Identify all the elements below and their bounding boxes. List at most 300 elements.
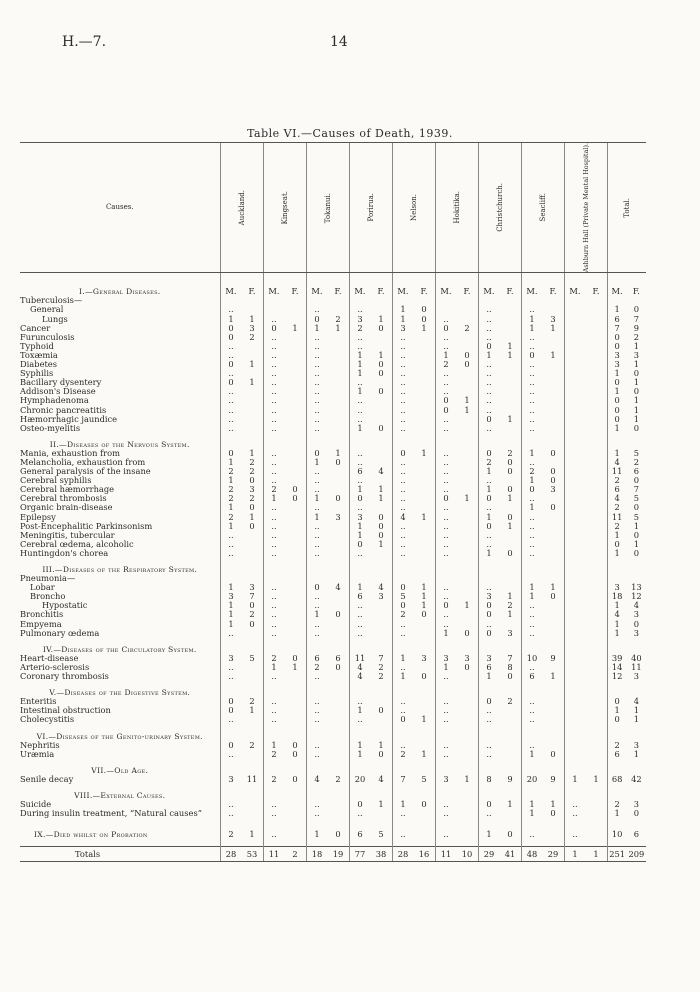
female-count bbox=[371, 549, 392, 558]
female-count bbox=[543, 387, 564, 396]
female-count bbox=[414, 549, 435, 558]
value-cell bbox=[521, 378, 564, 387]
male-count: .. bbox=[529, 600, 535, 611]
value-cell bbox=[521, 315, 564, 324]
male-count: .. bbox=[400, 493, 406, 504]
male-count: .. bbox=[314, 520, 320, 531]
female-count bbox=[457, 369, 478, 378]
female-count bbox=[414, 809, 435, 818]
male-count: 0 bbox=[486, 609, 492, 620]
female-count: 0 bbox=[507, 671, 513, 682]
male-count: .. bbox=[271, 808, 277, 819]
male-count: 1 bbox=[400, 799, 406, 810]
male-count: .. bbox=[572, 799, 578, 810]
male-count: .. bbox=[400, 547, 406, 558]
female-count bbox=[457, 476, 478, 485]
male-count: .. bbox=[314, 618, 320, 629]
female-count bbox=[414, 342, 435, 351]
male-count: 1 bbox=[614, 304, 620, 315]
male-count: .. bbox=[529, 456, 535, 467]
male-count: 1 bbox=[400, 313, 406, 324]
male-count: 1 bbox=[614, 547, 620, 558]
value-cell bbox=[435, 424, 478, 433]
female-count bbox=[285, 672, 306, 681]
value-cell bbox=[607, 522, 646, 531]
female-count bbox=[285, 610, 306, 619]
value-cell bbox=[435, 467, 478, 476]
male-count: 0 bbox=[443, 322, 449, 333]
value-cell bbox=[220, 351, 263, 360]
value-cell bbox=[349, 663, 392, 672]
male-count: .. bbox=[271, 696, 277, 707]
section-title: VI.—Diseases of the Genito-urinary System. bbox=[36, 731, 203, 741]
male-count: 4 bbox=[614, 493, 620, 504]
male-count: 0 bbox=[614, 413, 620, 424]
cause-label: Hymphadenoma bbox=[20, 396, 89, 406]
value-cell bbox=[306, 574, 349, 583]
male-count: .. bbox=[486, 313, 492, 324]
value-cell bbox=[564, 741, 607, 750]
table-title: Table VI.—Causes of Death, 1939. bbox=[247, 127, 453, 140]
value-cell bbox=[392, 406, 435, 415]
female-count bbox=[242, 549, 263, 558]
male-count: 1 bbox=[228, 520, 234, 531]
value-cell bbox=[392, 715, 435, 724]
female-count bbox=[500, 741, 521, 750]
male-count: .. bbox=[443, 529, 449, 540]
female-count: 1 bbox=[421, 447, 427, 458]
section-title: I.—General Diseases. bbox=[78, 287, 161, 297]
value-cell bbox=[306, 315, 349, 324]
male-count: 1 bbox=[614, 618, 620, 629]
female-count bbox=[285, 424, 306, 433]
value-cell bbox=[392, 601, 435, 610]
male-count: .. bbox=[271, 313, 277, 324]
value-cell bbox=[263, 654, 306, 663]
female-count: 0 bbox=[292, 652, 298, 663]
table-row bbox=[20, 333, 646, 342]
value-cell bbox=[478, 775, 521, 784]
male-count: 2 bbox=[271, 484, 277, 495]
male-count: .. bbox=[400, 705, 406, 716]
female-count: 1 bbox=[335, 447, 341, 458]
female-count bbox=[543, 697, 564, 706]
value-cell bbox=[220, 522, 263, 531]
value-cell bbox=[607, 449, 646, 458]
male-count: 2 bbox=[614, 739, 620, 750]
value-cell bbox=[607, 485, 646, 494]
male-count: 1 bbox=[357, 484, 363, 495]
female-count bbox=[285, 333, 306, 342]
value-cell bbox=[478, 476, 521, 485]
value-cell bbox=[306, 800, 349, 809]
value-cell bbox=[306, 415, 349, 424]
female-count bbox=[328, 715, 349, 724]
value-cell bbox=[607, 549, 646, 558]
value-cell bbox=[220, 830, 263, 839]
female-count: 53 bbox=[246, 848, 258, 859]
value-cell bbox=[306, 387, 349, 396]
cause-label: Addison's Disease bbox=[20, 387, 96, 397]
female-label: F. bbox=[291, 286, 299, 297]
male-count: 1 bbox=[228, 313, 234, 324]
table-row bbox=[20, 592, 646, 601]
female-count bbox=[457, 715, 478, 724]
value-cell bbox=[263, 333, 306, 342]
male-count: .. bbox=[443, 520, 449, 531]
female-count: 1 bbox=[378, 739, 384, 750]
table-row bbox=[20, 351, 646, 360]
female-count: 0 bbox=[464, 359, 470, 370]
value-cell bbox=[521, 531, 564, 540]
value-cell bbox=[521, 809, 564, 818]
value-cell bbox=[435, 620, 478, 629]
value-cell bbox=[220, 485, 263, 494]
value-cell bbox=[306, 592, 349, 601]
value-cell bbox=[306, 583, 349, 592]
value-cell bbox=[220, 663, 263, 672]
male-count: 39 bbox=[611, 652, 623, 663]
value-cell bbox=[392, 476, 435, 485]
mf-subheader bbox=[392, 287, 435, 296]
value-cell bbox=[220, 369, 263, 378]
female-count bbox=[414, 458, 435, 467]
female-count: 0 bbox=[421, 799, 427, 810]
female-count: 3 bbox=[633, 627, 640, 638]
value-cell bbox=[478, 800, 521, 809]
female-count bbox=[543, 540, 564, 549]
male-count: .. bbox=[486, 739, 492, 750]
column-header: Kingseat. bbox=[263, 143, 306, 273]
column-header: Nelson. bbox=[392, 143, 435, 273]
value-cell bbox=[349, 800, 392, 809]
male-count: 2 bbox=[529, 466, 535, 477]
male-count: 1 bbox=[314, 456, 320, 467]
value-cell bbox=[478, 715, 521, 724]
value-cell bbox=[607, 351, 646, 360]
female-count: 0 bbox=[507, 484, 513, 495]
value-cell bbox=[220, 715, 263, 724]
value-cell bbox=[220, 467, 263, 476]
female-count bbox=[500, 305, 521, 314]
female-count bbox=[371, 449, 392, 458]
value-cell bbox=[478, 449, 521, 458]
female-count bbox=[543, 360, 564, 369]
female-count: 0 bbox=[550, 447, 556, 458]
value-cell bbox=[478, 620, 521, 629]
male-count: 1 bbox=[228, 618, 234, 629]
female-count: 2 bbox=[464, 322, 470, 333]
male-count: 1 bbox=[529, 322, 535, 333]
female-count: 0 bbox=[550, 591, 556, 602]
female-count bbox=[242, 715, 263, 724]
value-cell bbox=[607, 494, 646, 503]
value-cell bbox=[564, 800, 607, 809]
male-count: 0 bbox=[614, 404, 620, 415]
mf-subheader bbox=[564, 287, 607, 296]
female-count: 3 bbox=[633, 349, 640, 360]
male-count: 1 bbox=[614, 368, 620, 379]
male-count: 0 bbox=[271, 322, 277, 333]
value-cell bbox=[478, 531, 521, 540]
female-count: 3 bbox=[464, 652, 470, 663]
female-count: 1 bbox=[249, 313, 255, 324]
value-cell bbox=[392, 775, 435, 784]
value-cell bbox=[220, 449, 263, 458]
value-cell bbox=[521, 706, 564, 715]
male-count: 251 bbox=[609, 848, 626, 859]
female-count bbox=[457, 750, 478, 759]
value-cell bbox=[263, 531, 306, 540]
value-cell bbox=[478, 494, 521, 503]
value-cell bbox=[435, 715, 478, 724]
male-count: 0 bbox=[400, 600, 406, 611]
female-label: F. bbox=[420, 286, 428, 297]
male-count: .. bbox=[271, 609, 277, 620]
value-cell bbox=[306, 741, 349, 750]
cause-label: During insulin treatment, “Natural causes” bbox=[20, 809, 202, 819]
male-count: .. bbox=[314, 395, 320, 406]
value-cell bbox=[521, 476, 564, 485]
female-count bbox=[543, 601, 564, 610]
value-cell bbox=[607, 406, 646, 415]
male-count: .. bbox=[529, 609, 535, 620]
female-count: 1 bbox=[378, 493, 384, 504]
male-count: 0 bbox=[443, 600, 449, 611]
female-count bbox=[543, 396, 564, 405]
male-count: .. bbox=[400, 331, 406, 342]
value-cell bbox=[306, 654, 349, 663]
male-count: .. bbox=[357, 609, 363, 620]
female-count bbox=[500, 715, 521, 724]
male-count: 2 bbox=[228, 493, 234, 504]
female-count bbox=[457, 800, 478, 809]
male-count: .. bbox=[529, 404, 535, 415]
male-count: 0 bbox=[486, 600, 492, 611]
female-count: 3 bbox=[550, 484, 556, 495]
male-count: .. bbox=[486, 538, 492, 549]
female-count bbox=[543, 415, 564, 424]
female-count bbox=[285, 467, 306, 476]
value-cell bbox=[521, 342, 564, 351]
value-cell bbox=[220, 583, 263, 592]
male-count: 1 bbox=[271, 739, 277, 750]
female-count bbox=[457, 583, 478, 592]
value-cell bbox=[349, 830, 392, 839]
value-cell bbox=[478, 741, 521, 750]
male-count: 0 bbox=[486, 493, 492, 504]
cause-label: Huntingdon's chorea bbox=[20, 548, 109, 558]
value-cell bbox=[263, 351, 306, 360]
value-cell bbox=[521, 369, 564, 378]
value-cell bbox=[478, 415, 521, 424]
value-cell bbox=[607, 396, 646, 405]
male-count: 3 bbox=[357, 511, 363, 522]
value-cell bbox=[220, 847, 263, 862]
value-cell bbox=[478, 351, 521, 360]
female-count: 41 bbox=[504, 848, 516, 859]
male-count: .. bbox=[400, 359, 406, 370]
value-cell bbox=[435, 494, 478, 503]
value-cell bbox=[263, 715, 306, 724]
male-count: 2 bbox=[614, 475, 620, 486]
female-count: 0 bbox=[550, 502, 556, 513]
male-count: .. bbox=[443, 340, 449, 351]
value-cell bbox=[478, 847, 521, 862]
male-count: 5 bbox=[400, 591, 406, 602]
value-cell bbox=[607, 847, 646, 862]
male-count: .. bbox=[486, 475, 492, 486]
male-count: .. bbox=[228, 404, 234, 415]
mf-subheader bbox=[220, 287, 263, 296]
male-count: .. bbox=[400, 520, 406, 531]
value-cell bbox=[607, 305, 646, 314]
female-count bbox=[457, 610, 478, 619]
male-count: 1 bbox=[357, 349, 363, 360]
male-count: 2 bbox=[614, 502, 620, 513]
male-count: 3 bbox=[228, 773, 234, 784]
male-count: .. bbox=[443, 313, 449, 324]
female-count: 4 bbox=[633, 696, 640, 707]
female-count: 0 bbox=[378, 511, 384, 522]
female-count: 5 bbox=[633, 493, 640, 504]
value-cell bbox=[521, 415, 564, 424]
value-cell bbox=[607, 424, 646, 433]
female-count bbox=[371, 620, 392, 629]
male-count: .. bbox=[400, 627, 406, 638]
female-count bbox=[285, 540, 306, 549]
value-cell bbox=[220, 672, 263, 681]
value-cell bbox=[435, 663, 478, 672]
male-count: .. bbox=[529, 511, 535, 522]
mf-subheader bbox=[349, 287, 392, 296]
female-count: 7 bbox=[633, 313, 640, 324]
cause-label: Pneumonia— bbox=[20, 574, 76, 584]
value-cell bbox=[521, 522, 564, 531]
male-count: 0 bbox=[400, 582, 406, 593]
male-count: .. bbox=[443, 447, 449, 458]
male-count: 7 bbox=[400, 773, 406, 784]
male-count: .. bbox=[271, 456, 277, 467]
male-count: .. bbox=[271, 404, 277, 415]
male-count: 1 bbox=[314, 493, 320, 504]
female-count: 1 bbox=[249, 829, 255, 840]
value-cell bbox=[607, 830, 646, 839]
female-count: 1 bbox=[550, 322, 556, 333]
cause-label: Epilepsy bbox=[20, 512, 56, 522]
female-count bbox=[328, 540, 349, 549]
female-count bbox=[285, 583, 306, 592]
female-count bbox=[328, 549, 349, 558]
female-count: 1 bbox=[633, 413, 640, 424]
female-count bbox=[328, 387, 349, 396]
male-count: .. bbox=[314, 529, 320, 540]
value-cell bbox=[349, 494, 392, 503]
value-cell bbox=[349, 847, 392, 862]
value-cell bbox=[521, 715, 564, 724]
male-count: .. bbox=[228, 368, 234, 379]
female-count: 5 bbox=[249, 652, 255, 663]
male-count: .. bbox=[228, 349, 234, 360]
cause-label: Intestinal obstruction bbox=[20, 706, 111, 716]
value-cell bbox=[263, 305, 306, 314]
female-count: 1 bbox=[421, 322, 427, 333]
female-count: 38 bbox=[375, 848, 387, 859]
value-cell bbox=[220, 503, 263, 512]
value-cell bbox=[435, 809, 478, 818]
male-count: .. bbox=[529, 304, 535, 315]
value-cell bbox=[521, 800, 564, 809]
female-count bbox=[414, 351, 435, 360]
female-count: 0 bbox=[633, 386, 640, 397]
table-row bbox=[20, 378, 646, 387]
female-label: F. bbox=[592, 286, 600, 297]
value-cell bbox=[607, 672, 646, 681]
value-cell bbox=[564, 467, 607, 476]
female-count bbox=[414, 369, 435, 378]
male-count: 1 bbox=[529, 748, 535, 759]
value-cell bbox=[392, 830, 435, 839]
male-count: 6 bbox=[614, 748, 620, 759]
male-count: 1 bbox=[228, 582, 234, 593]
female-label: F. bbox=[506, 286, 514, 297]
value-cell bbox=[435, 574, 478, 583]
value-cell bbox=[435, 324, 478, 333]
male-count: .. bbox=[357, 714, 363, 725]
female-count: 1 bbox=[421, 591, 427, 602]
section-title: II.—Diseases of the Nervous System. bbox=[49, 439, 190, 449]
table-row bbox=[20, 540, 646, 549]
value-cell bbox=[306, 697, 349, 706]
male-count: .. bbox=[357, 340, 363, 351]
male-count: .. bbox=[529, 529, 535, 540]
value-cell bbox=[435, 522, 478, 531]
value-cell bbox=[220, 324, 263, 333]
value-cell bbox=[392, 342, 435, 351]
male-label: M. bbox=[611, 286, 623, 297]
value-cell bbox=[564, 458, 607, 467]
value-cell bbox=[607, 601, 646, 610]
table-row bbox=[20, 629, 646, 638]
female-count: 1 bbox=[507, 591, 513, 602]
value-cell bbox=[607, 531, 646, 540]
female-count bbox=[457, 540, 478, 549]
male-count: .. bbox=[271, 671, 277, 682]
male-count: 28 bbox=[397, 848, 409, 859]
value-cell bbox=[263, 592, 306, 601]
female-count: 10 bbox=[461, 848, 473, 859]
male-count: .. bbox=[486, 618, 492, 629]
cause-label: Senile decay bbox=[20, 774, 74, 784]
value-cell bbox=[478, 697, 521, 706]
female-count bbox=[414, 333, 435, 342]
female-count: 2 bbox=[378, 661, 384, 672]
male-count: 6 bbox=[357, 466, 363, 477]
table-row bbox=[20, 715, 646, 724]
male-count: .. bbox=[314, 591, 320, 602]
male-count: 0 bbox=[614, 340, 620, 351]
value-cell bbox=[478, 672, 521, 681]
female-count bbox=[500, 369, 521, 378]
female-count bbox=[328, 378, 349, 387]
value-cell bbox=[392, 369, 435, 378]
value-cell bbox=[521, 494, 564, 503]
female-count bbox=[285, 522, 306, 531]
male-count: .. bbox=[443, 714, 449, 725]
value-cell bbox=[435, 741, 478, 750]
female-count: 0 bbox=[550, 808, 556, 819]
value-cell bbox=[306, 476, 349, 485]
